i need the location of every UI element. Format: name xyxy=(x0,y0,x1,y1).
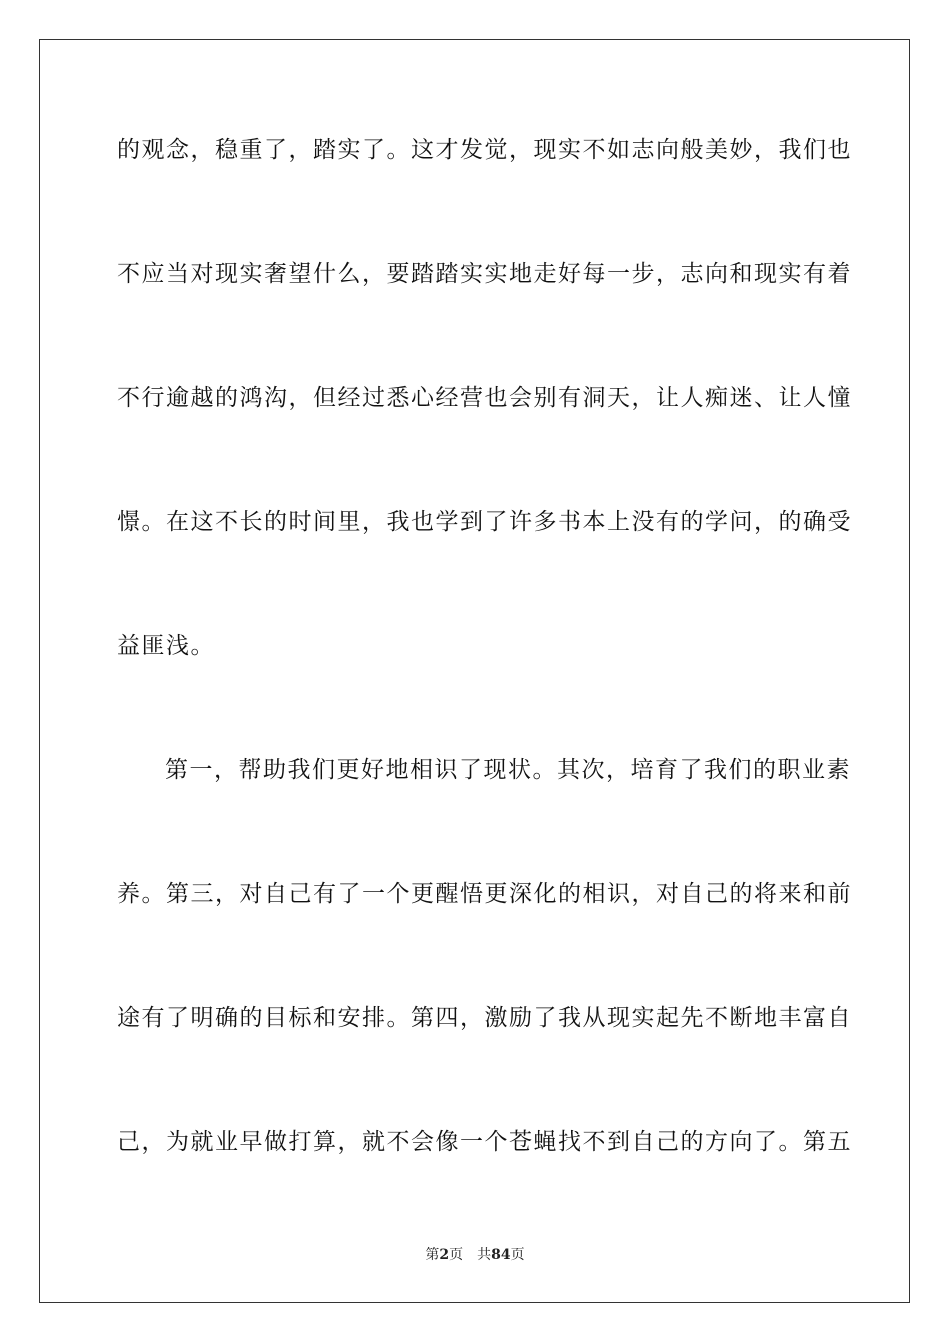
text-line: 途有了明确的目标和安排。第四，激励了我从现实起先不断地丰富自 xyxy=(117,1005,852,1031)
total-label-prefix: 共 xyxy=(477,1247,492,1263)
total-pages: 84 xyxy=(491,1247,511,1263)
text-line: 憬。在这不长的时间里，我也学到了许多书本上没有的学问，的确受 xyxy=(117,509,852,535)
text-line: 养。第三，对自己有了一个更醒悟更深化的相识，对自己的将来和前 xyxy=(117,881,852,907)
text-line: 不应当对现实奢望什么，要踏踏实实地走好每一步，志向和现实有着 xyxy=(117,261,852,287)
text-line: 第一，帮助我们更好地相识了现状。其次，培育了我们的职业素 xyxy=(165,757,851,783)
text-line: 己，为就业早做打算，就不会像一个苍蝇找不到自己的方向了。第五 xyxy=(117,1129,852,1155)
page-label-prefix: 第 xyxy=(425,1247,440,1263)
text-line: 益匪浅。 xyxy=(117,633,215,659)
page-frame xyxy=(39,39,910,1303)
text-line: 不行逾越的鸿沟，但经过悉心经营也会别有洞天，让人痴迷、让人憧 xyxy=(117,385,852,411)
page-footer xyxy=(0,1246,950,1264)
text-line: 的观念，稳重了，踏实了。这才发觉，现实不如志向般美妙，我们也 xyxy=(117,137,852,163)
page-number: 2 xyxy=(439,1247,450,1263)
page-label-suffix: 页 xyxy=(449,1247,464,1263)
total-label-suffix: 页 xyxy=(510,1247,525,1263)
